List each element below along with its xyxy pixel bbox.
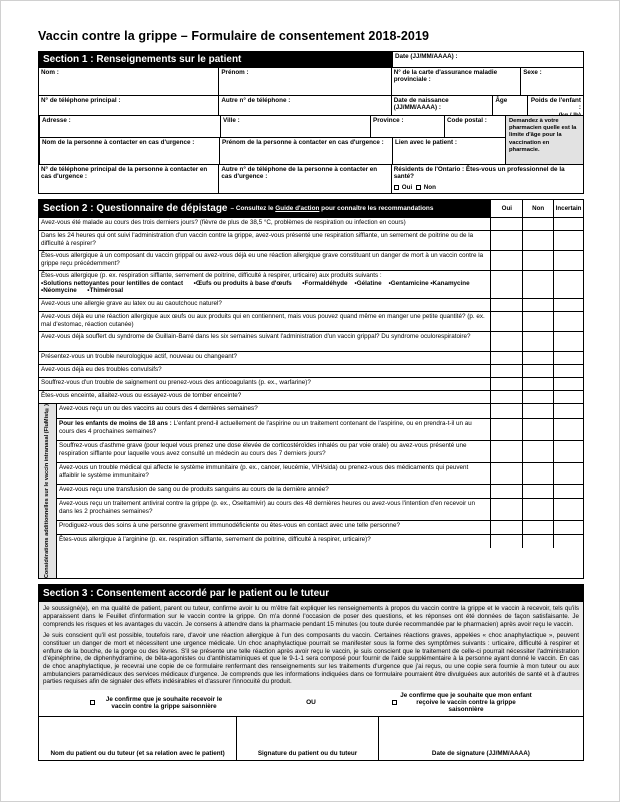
signature-name-label: Nom du patient ou du tuteur (et sa relation avec le patient) — [50, 750, 225, 758]
address-field[interactable] — [39, 116, 220, 137]
answer-non-cell[interactable] — [522, 251, 553, 270]
birthdate-field[interactable] — [391, 96, 493, 115]
phone-field[interactable] — [39, 96, 218, 115]
health-card-label: N° de la carte d'assurance maladie provinciale : — [393, 69, 498, 84]
answer-non-cell[interactable] — [522, 419, 553, 440]
answer-non-cell[interactable] — [522, 535, 553, 548]
question-text: Êtes-vous allergique à un composant du vaccin grippal ou avez-vous déjà eu une réaction allergique grave constituant un danger de mort à un vaccin contre la grippe reçu précédemment? — [41, 252, 484, 267]
guide-action-link[interactable]: Guide d'action — [275, 205, 320, 212]
last-name-field[interactable] — [39, 68, 218, 95]
form-title: Vaccin contre la grippe – Formulaire de consentement 2018-2019 — [38, 29, 430, 43]
answer-oui-cell[interactable] — [490, 299, 522, 311]
emergency-alt-phone-label: Autre n° de téléphone de la personne à contacter en cas d'urgence : — [221, 166, 378, 181]
section1-header: Section 1 : Renseignements sur le patient — [39, 52, 392, 67]
answer-oui-cell[interactable] — [490, 404, 522, 418]
date-field[interactable] — [392, 52, 583, 67]
last-name-label: Nom : — [41, 69, 59, 76]
answer-oui-cell[interactable] — [490, 535, 522, 548]
ontario-oui-checkbox[interactable] — [394, 185, 399, 190]
first-name-label: Prénom : — [221, 69, 249, 76]
address-label: Adresse : — [42, 117, 71, 124]
answer-incertain-cell[interactable] — [553, 271, 583, 298]
question-text: Avez-vous une allergie grave au latex ou au caoutchouc naturel? — [41, 300, 222, 307]
question-row — [39, 250, 583, 270]
question-row — [39, 377, 583, 390]
ontario-non-checkbox[interactable] — [416, 185, 421, 190]
emergency-first-name-label: Prénom de la personne à contacter en cas d'urgence : — [222, 138, 384, 146]
ontario-hcp-label: Résidents de l'Ontario : Êtes-vous un professionnel de la santé? — [393, 166, 565, 181]
answer-non-cell[interactable] — [522, 485, 553, 498]
answer-non-cell[interactable] — [522, 271, 553, 298]
answer-oui-cell[interactable] — [490, 441, 522, 462]
age-field[interactable] — [492, 96, 527, 115]
section2-table — [38, 199, 584, 579]
answer-oui-cell[interactable] — [490, 419, 522, 440]
question-text: Avez-vous déjà eu une réaction allergique aux œufs ou aux produits qui en contiennent, mais vous pouvez quand même en manger une petite quantité? (p. ex. mal d'estomac, réaction cutanée) — [41, 313, 485, 328]
answer-incertain-cell[interactable] — [553, 463, 583, 484]
province-label: Province : — [373, 117, 404, 124]
flumist-sidebar — [39, 404, 57, 578]
answer-non-cell[interactable] — [522, 521, 553, 534]
answer-non-cell[interactable] — [522, 391, 553, 403]
relationship-label: Lien avec le patient : — [395, 138, 457, 146]
column-incertain-header: Incertain — [553, 200, 583, 217]
answer-non-cell[interactable] — [522, 463, 553, 484]
postal-code-label: Code postal : — [447, 117, 487, 124]
signature-date-field[interactable] — [378, 717, 583, 760]
consent-self-label: Je confirme que je souhaite recevoir le vaccin contre la grippe saisonnière — [105, 695, 223, 710]
answer-incertain-cell[interactable] — [553, 419, 583, 440]
alt-phone-label: Autre n° de téléphone : — [221, 97, 291, 104]
city-label: Ville : — [223, 117, 240, 124]
consent-paragraph-2: Je suis conscient qu'il est possible, toutefois rare, d'avoir une réaction allergique à l'un des composants du vaccin. Certaines réactions graves, appelées « choc anaphylactique », peuvent constituer un danger de mort et nécessitent une urgence médicale. Un choc anaphylactique pourrait se manifester sous la forme des symptômes suivants : urticaire, difficulté à respirer et enflure de la bouche, de la gorge ou des lèvres. S'il se présente une telle réaction après avoir reçu le vaccin, je suis conscient que le traitement de celle-ci pourrait nécessiter l'administration d'épinéphrine, de diphenhydramine, de bêta-agonistes ou d'antihistaminiques et que le 9-1-1 sera composé pour fournir de l'aide supplémentaire à la personne ayant donné le vaccin. En cas de choc anaphylactique, je recevrai une copie de ce formulaire renfermant des renseignements sur les traitements d'urgence que j'ai reçus, ou une copie sera fournie à mon tuteur ou aux ambulanciers paramédicaux des services médicaux d'urgence. Je comprends que les informations indiquées dans ce formulaire pourraient être divulguées aux autorités de santé et à d'autres parties requises afin de signaler des effets indésirables et d'assurer l'innocuité du produit. — [43, 632, 579, 686]
consent-child-checkbox[interactable] — [392, 700, 397, 705]
answer-incertain-cell[interactable] — [553, 499, 583, 520]
answer-non-cell[interactable] — [522, 378, 553, 390]
consent-text — [39, 601, 583, 690]
allergen-list: •Solutions nettoyantes pour lentilles de contact •Œufs ou produits à base d'œufs •Formaldéhyde •Gélatine •Gentamicine •Kanamycine •Néomycine •Thimérosal — [41, 279, 481, 295]
emergency-phone-field[interactable] — [39, 165, 218, 193]
pharmacy-age-note: Demandez à votre pharmacien quelle est la limite d'âge pour la vaccination en pharmacie. — [505, 116, 583, 164]
birthdate-label: Date de naissance (JJ/MM/AAAA) : — [393, 97, 449, 112]
question-text: Souffrez-vous d'asthme grave (pour lequel vous prenez une dose élevée de corticostéroïdes inhalés ou par voie orale) ou avez-vous présenté une respiration sifflante pour laquelle vous avez consulté un médecin au cours des 7 derniers jours? — [59, 442, 467, 457]
question-text: Prodiguez-vous des soins à une personne gravement immunodéficiente ou êtes-vous en contact avec une telle personne? — [59, 522, 400, 529]
ontario-oui-label: Oui — [401, 183, 413, 191]
province-field[interactable] — [370, 116, 444, 137]
consent-paragraph-1: Je soussigné(e), en ma qualité de patient, parent ou tuteur, confirme avoir lu ou m'être fait expliquer les renseignements à propos du vaccin contre la grippe et le vaccin à recevoir, tels qu'ils apparaissent dans le Feuillet d'information sur le vaccin contre la grippe. On m'a donné l'occasion de poser des questions, et les réponses ont été données de façon satisfaisante. Je comprends les risques et les avantages du vaccin. Je consens à attendre dans la pharmacie pendant 15 minutes (ou toute durée recommandée par le pharmacien) après avoir reçu le vaccin. — [43, 605, 579, 628]
consent-self-checkbox[interactable] — [90, 700, 95, 705]
question-row — [57, 440, 583, 462]
emergency-first-name-field[interactable] — [219, 138, 392, 164]
question-row — [39, 351, 583, 364]
answer-incertain-cell[interactable] — [553, 535, 583, 548]
column-oui-header: Oui — [490, 200, 522, 217]
signature-label: Signature du patient ou du tuteur — [257, 750, 358, 758]
answer-non-cell[interactable] — [522, 499, 553, 520]
signature-field[interactable] — [236, 717, 377, 760]
consent-child-option — [341, 692, 583, 713]
answer-incertain-cell[interactable] — [553, 365, 583, 377]
signature-date-label: Date de signature (JJ/MM/AAAA) — [431, 750, 530, 758]
city-field[interactable] — [220, 116, 370, 137]
answer-oui-cell[interactable] — [490, 521, 522, 534]
answer-incertain-cell[interactable] — [553, 391, 583, 403]
document — [38, 29, 584, 761]
answer-incertain-cell[interactable] — [553, 251, 583, 270]
consent-child-label: Je confirme que je souhaite que mon enfant reçoive le vaccin contre la grippe saisonnière — [400, 692, 532, 714]
answer-incertain-cell[interactable] — [553, 441, 583, 462]
emergency-last-name-field[interactable] — [39, 138, 219, 164]
question-row — [39, 364, 583, 377]
answer-incertain-cell[interactable] — [553, 218, 583, 230]
answer-incertain-cell[interactable] — [553, 231, 583, 250]
question-text: Avez-vous reçu un ou des vaccins au cours des 4 dernières semaines? — [59, 405, 258, 412]
question-row — [39, 390, 583, 403]
section2-header-subtitle: – Consultez le Guide d'action pour connaître les recommandations — [230, 205, 434, 212]
question-row — [57, 404, 583, 418]
answer-oui-cell[interactable] — [490, 499, 522, 520]
question-row — [39, 311, 583, 331]
question-text: Présentez-vous un trouble neurologique actif, nouveau ou changeant? — [41, 353, 238, 360]
first-name-field[interactable] — [218, 68, 390, 95]
answer-incertain-cell[interactable] — [553, 312, 583, 331]
answer-non-cell[interactable] — [522, 404, 553, 418]
health-card-field[interactable] — [391, 68, 521, 95]
question-text: Souffrez-vous d'un trouble de saignement ou prenez-vous des anticoagulants (p. ex., warfarine)? — [41, 379, 311, 386]
section3-header: Section 3 : Consentement accordé par le patient ou le tuteur — [39, 585, 583, 601]
question-row — [57, 484, 583, 498]
question-row — [39, 270, 583, 298]
postal-code-field[interactable] — [444, 116, 505, 137]
answer-non-cell[interactable] — [522, 441, 553, 462]
sex-field[interactable] — [520, 68, 583, 95]
question-row — [39, 331, 583, 351]
answer-incertain-cell[interactable] — [553, 378, 583, 390]
answer-non-cell[interactable] — [522, 312, 553, 331]
question-row — [57, 462, 583, 484]
question-row — [57, 520, 583, 534]
ontario-non-label: Non — [423, 183, 436, 191]
age-label: Âge — [495, 97, 508, 104]
question-text: Avez-vous déjà eu des troubles convulsifs? — [41, 366, 162, 373]
question-text: Pour les enfants de moins de 18 ans : L'enfant prend-il actuellement de l'aspirine ou un traitement contenant de l'aspirine, ou en prendra-t-il un au cours des 4 prochaines semaines? — [59, 420, 472, 435]
answer-incertain-cell[interactable] — [553, 521, 583, 534]
sex-label: Sexe : — [523, 69, 542, 76]
answer-incertain-cell[interactable] — [553, 404, 583, 418]
emergency-phone-label: N° de téléphone principal de la personne à contacter en cas d'urgence : — [41, 166, 208, 181]
section1-table — [38, 51, 584, 194]
answer-non-cell[interactable] — [522, 332, 553, 351]
flumist-subsection — [39, 403, 583, 578]
question-text: Avez-vous reçu un traitement antiviral contre la grippe (p. ex., Oseltamivir) au cours des 48 dernières heures ou avez-vous l'intention d'en recevoir un dans les 2 prochaines semaines? — [59, 500, 475, 515]
child-weight-field[interactable] — [527, 96, 583, 115]
question-text: Avez-vous déjà souffert du syndrome de Guillain-Barré dans les six semaines suivant l'administration d'un vaccin grippal? Du syndrome oculorespiratoire? — [41, 333, 471, 340]
answer-oui-cell[interactable] — [490, 312, 522, 331]
question-text: Êtes-vous allergique (p. ex. respiration sifflante, serrement de poitrine, difficulté à respirer, urticaire) aux produits suivants : •Solutions nettoyantes pour lentilles de contact •Œufs ou produits à base d'œufs •Formaldéhyde •Gélatine •Gentamicine •Kanamycine •Néomycine •Thimérosal — [41, 272, 481, 295]
answer-oui-cell[interactable] — [490, 332, 522, 351]
consent-self-option — [39, 696, 281, 710]
question-row — [39, 230, 583, 250]
flumist-sidebar-label: Considérations additionnelles sur le vaccin intranasal (FluMist®) — [44, 404, 51, 579]
phone-label: N° de téléphone principal : — [41, 97, 121, 104]
answer-oui-cell[interactable] — [490, 365, 522, 377]
question-text: Avez-vous été malade au cours des trois derniers jours? (fièvre de plus de 38,5 °C, problèmes de respiration ou infection en cours) — [41, 219, 406, 226]
answer-non-cell[interactable] — [522, 299, 553, 311]
answer-oui-cell[interactable] — [490, 485, 522, 498]
answer-non-cell[interactable] — [522, 365, 553, 377]
question-row — [57, 498, 583, 520]
section3-table — [38, 584, 584, 761]
question-text: Avez-vous reçu une transfusion de sang ou de produits sanguins au cours de la dernière année? — [59, 486, 329, 493]
emergency-last-name-label: Nom de la personne à contacter en cas d'urgence : — [42, 138, 195, 146]
question-text: Êtes-vous enceinte, allaitez-vous ou essayez-vous de tomber enceinte? — [41, 392, 242, 399]
answer-oui-cell[interactable] — [490, 391, 522, 403]
section2-header-title: Section 2 : Questionnaire de dépistage — [43, 203, 228, 214]
answer-oui-cell[interactable] — [490, 352, 522, 364]
answer-oui-cell[interactable] — [490, 463, 522, 484]
question-row — [39, 298, 583, 311]
section2-header — [39, 200, 490, 217]
signature-name-field[interactable] — [39, 717, 236, 760]
question-text: Dans les 24 heures qui ont suivi l'administration d'un vaccin contre la grippe, avez-vous présenté une respiration sifflante, un serrement de poitrine ou de la difficulté à respirer? — [41, 232, 474, 247]
answer-oui-cell[interactable] — [490, 251, 522, 270]
date-label: Date (JJ/MM/AAAA) : — [395, 53, 458, 60]
child-weight-label: Poids de l'enfant : — [530, 97, 581, 112]
question-row — [57, 534, 583, 548]
answer-non-cell[interactable] — [522, 218, 553, 230]
relationship-field[interactable] — [392, 138, 505, 164]
answer-oui-cell[interactable] — [490, 218, 522, 230]
question-text: Êtes-vous allergique à l'arginine (p. ex. respiration sifflante, serrement de poitrine, difficulté à respirer, urticaire)? — [59, 536, 371, 543]
answer-oui-cell[interactable] — [490, 378, 522, 390]
emergency-alt-phone-field[interactable] — [218, 165, 390, 193]
answer-oui-cell[interactable] — [490, 271, 522, 298]
answer-oui-cell[interactable] — [490, 231, 522, 250]
alt-phone-field[interactable] — [218, 96, 390, 115]
answer-non-cell[interactable] — [522, 352, 553, 364]
answer-incertain-cell[interactable] — [553, 352, 583, 364]
column-non-header: Non — [522, 200, 553, 217]
or-label: OU — [306, 699, 316, 707]
answer-incertain-cell[interactable] — [553, 332, 583, 351]
question-row — [39, 217, 583, 230]
question-text: Avez-vous un trouble médical qui affecte le système immunitaire (p. ex., cancer, leucémie, VIH/sida) ou prenez-vous des médicaments qui peuvent affaiblir le système immunitaire? — [59, 464, 469, 479]
answer-incertain-cell[interactable] — [553, 485, 583, 498]
answer-non-cell[interactable] — [522, 231, 553, 250]
answer-incertain-cell[interactable] — [553, 299, 583, 311]
question-row — [57, 418, 583, 440]
ontario-hcp-field — [391, 165, 583, 193]
